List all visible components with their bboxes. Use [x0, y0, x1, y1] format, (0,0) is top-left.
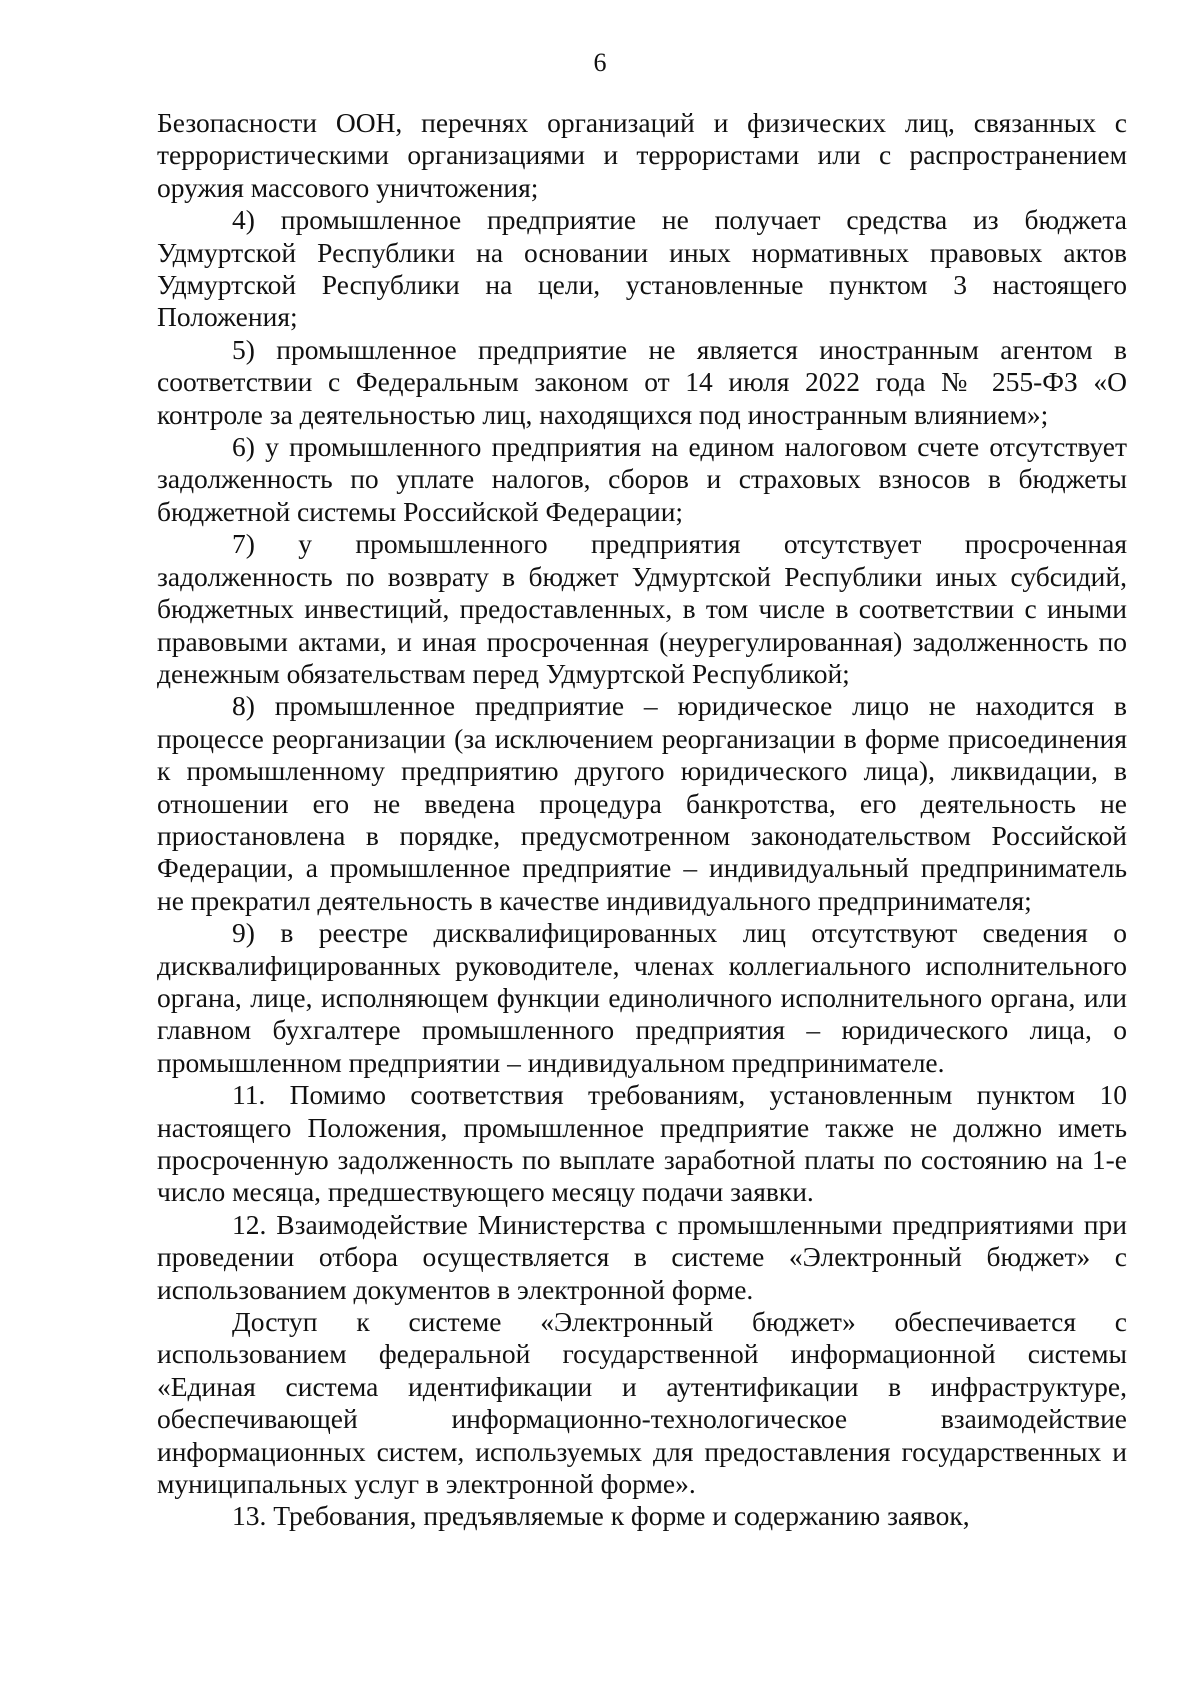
paragraph-item-5: 5) промышленное предприятие не является иностранным агентом в соответствии с Федеральным законом от 14 июля 2022 года № 255-ФЗ «О контроле за деятельностью лиц, находящихся под иностранным влиянием»;	[157, 333, 1127, 430]
paragraph-clause-12: 12. Взаимодействие Министерства с промышленными предприятиями при проведении отбора осуществляется в системе «Электронный бюджет» с использованием документов в электронной форме.	[157, 1208, 1127, 1305]
paragraph-item-9: 9) в реестре дисквалифицированных лиц отсутствуют сведения о дисквалифицированных руководителе, членах коллегиального исполнительного органа, лице, исполняющем функции единоличного исполнительного органа, или главном бухгалтере промышленного предприятия – юридического лица, о промышленном предприятии – индивидуальном предпринимателе.	[157, 917, 1127, 1078]
paragraph-continuation: Безопасности ООН, перечнях организаций и физических лиц, связанных с террористическими организациями и террористами или с распространением оружия массового уничтожения;	[157, 107, 1127, 203]
paragraph-item-6: 6) у промышленного предприятия на едином налоговом счете отсутствует задолженность по уплате налогов, сборов и страховых взносов в бюджеты бюджетной системы Российской Федерации;	[157, 431, 1127, 527]
paragraph-item-4: 4) промышленное предприятие не получает средства из бюджета Удмуртской Республики на основании иных нормативных правовых актов Удмуртской Республики на цели, установленные пунктом 3 настоящего Положения;	[157, 204, 1127, 333]
page-number: 6	[593, 48, 607, 77]
paragraph-access: Доступ к системе «Электронный бюджет» обеспечивается с использованием федеральной государственной информационной системы «Единая система идентификации и аутентификации в инфраструктуре, обеспечивающей информационно-технологическое взаимодействие информационных систем, используемых для предоставления государственных и муниципальных услуг в электронной форме».	[157, 1306, 1127, 1500]
paragraph-clause-11: 11. Помимо соответствия требованиям, установленным пунктом 10 настоящего Положения, промышленное предприятие также не должно иметь просроченную задолженность по выплате заработной платы по состоянию на 1-е число месяца, предшествующего месяцу подачи заявки.	[157, 1079, 1127, 1208]
document-body	[157, 107, 1127, 1533]
paragraph-item-7: 7) у промышленного предприятия отсутствует просроченная задолженность по возврату в бюджет Удмуртской Республики иных субсидий, бюджетных инвестиций, предоставленных, в том числе в соответствии с иными правовыми актами, и иная просроченная (неурегулированная) задолженность по денежным обязательствам перед Удмуртской Республикой;	[157, 528, 1127, 689]
paragraph-clause-13: 13. Требования, предъявляемые к форме и содержанию заявок,	[232, 1500, 970, 1532]
paragraph-item-8: 8) промышленное предприятие – юридическое лицо не находится в процессе реорганизации (за исключением реорганизации в форме присоединения к промышленному предприятию другого юридического лица), ликвидации, в отношении его не введена процедура банкротства, его деятельность не приостановлена в порядке, предусмотренном законодательством Российской Федерации, а промышленное предприятие – индивидуальный предприниматель не прекратил деятельность в качестве индивидуального предпринимателя;	[157, 690, 1127, 916]
